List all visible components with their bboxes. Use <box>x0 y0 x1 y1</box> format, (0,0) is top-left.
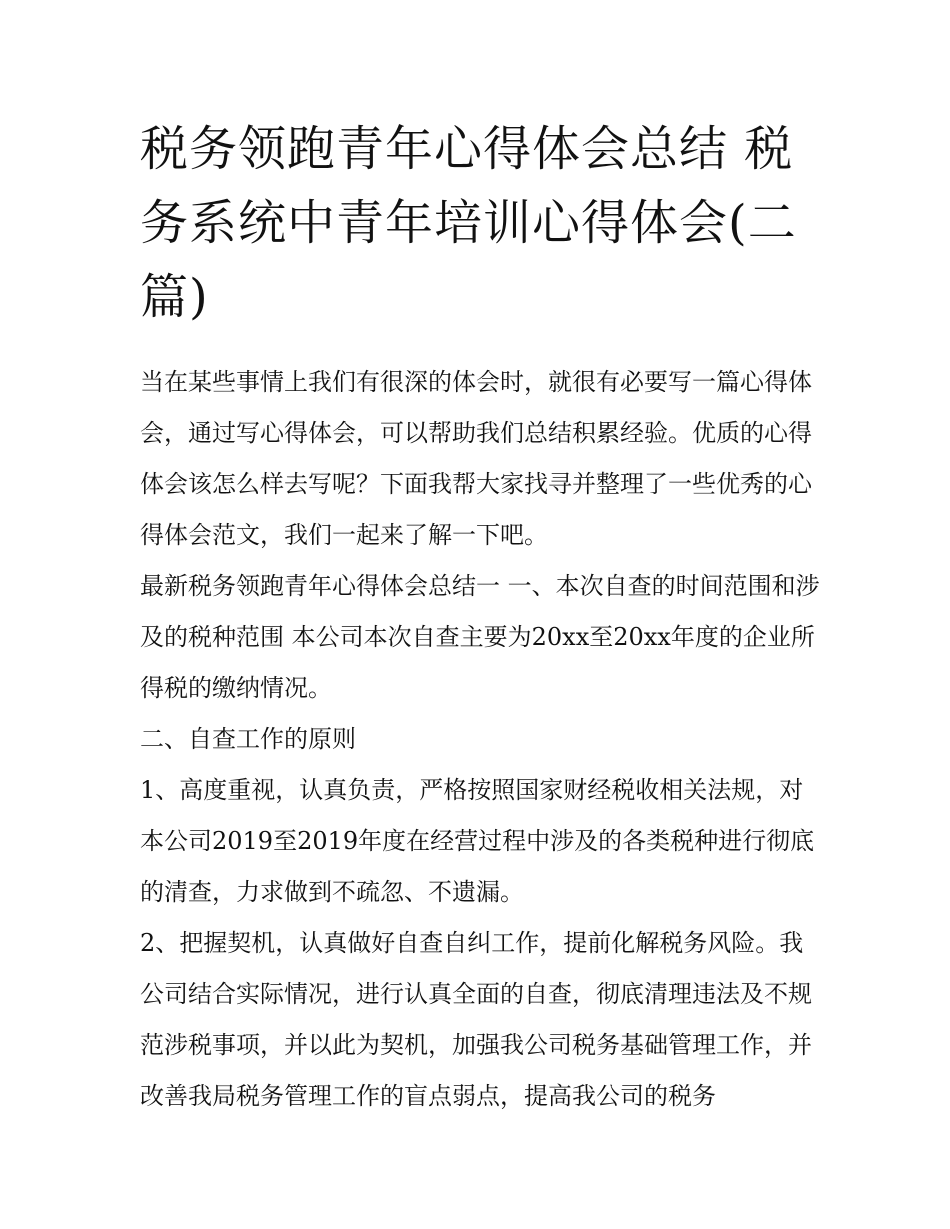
paragraph-intro: 当在某些事情上我们有很深的体会时，就很有必要写一篇心得体会，通过写心得体会，可以帮助我们总结积累经验。优质的心得体会该怎么样去写呢？下面我帮大家找寻并整理了一些优秀的心得体会范文，我们一起来了解一下吧。 <box>140 368 812 549</box>
document-title: 税务领跑青年心得体会总结 税务系统中青年培训心得体会(二篇) <box>140 121 797 325</box>
paragraph-self-inspection-scope: 最新税务领跑青年心得体会总结一 一、本次自查的时间范围和涉及的税种范围 本公司本次自查主要为20xx至20xx年度的企业所得税的缴纳情况。 <box>140 572 820 702</box>
paragraph-principles-heading: 二、自查工作的原则 <box>140 725 356 753</box>
paragraph-principle-1: 1、高度重视，认真负责，严格按照国家财经税收相关法规，对本公司2019至2019年度在经营过程中涉及的各类税种进行彻底的清查，力求做到不疏忽、不遗漏。 <box>140 776 815 906</box>
document-body <box>140 357 820 1122</box>
paragraph-principle-2: 2、把握契机，认真做好自查自纠工作，提前化解税务风险。我公司结合实际情况，进行认真全面的自查，彻底清理违法及不规范涉税事项，并以此为契机，加强我公司税务基础管理工作，并改善我局税务管理工作的盲点弱点，提高我公司的税务 <box>140 929 812 1110</box>
